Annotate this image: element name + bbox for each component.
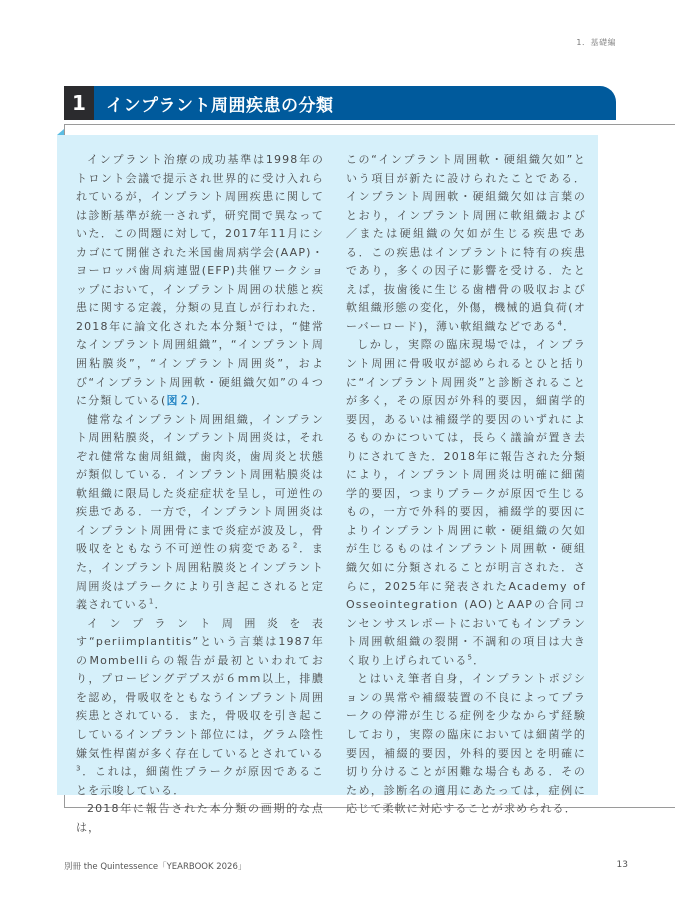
- paragraph-text: この“インプラント周囲軟・硬組織欠如”という項目が新たに設けられたことである．インプラント周囲軟・硬組織欠如は言葉のとおり，インプラント周囲に軟組織および／または硬組織の欠如が生じる疾患である．この疾患はインプラントに特有の疾患であり，多くの因子に影響を受ける．たとえば，抜歯後に生じる歯槽骨の吸収および軟組織形態の変化，外傷，機械的過負荷(オーバーロード)，薄い軟組織などである: [346, 153, 586, 333]
- reference-marker[interactable]: 2: [292, 541, 299, 550]
- paragraph-text: とはいえ筆者自身，インプラントポジションの異常や補綴装置の不良によってプラークの停滞が生じる症例を少なからず経験しており，実際の臨床においては細菌学的要因，補綴的要因，外科的要因とを明確に切り分けることが困難な場合もある．そのため，診断名の適用にあたっては，症例に応じて柔軟に対応することが求められる．: [346, 672, 586, 816]
- paragraph: [76, 800, 324, 837]
- left-column: [76, 151, 324, 837]
- paragraph: [346, 670, 586, 818]
- paragraph-text: ．: [473, 653, 486, 667]
- divider-top: [64, 124, 675, 125]
- paragraph-text: ．: [563, 319, 576, 333]
- paragraph: [346, 151, 586, 336]
- paragraph-text: )．: [190, 394, 209, 408]
- right-column: [346, 151, 586, 819]
- figure-reference-link[interactable]: 図２: [166, 394, 191, 408]
- paragraph: [346, 336, 586, 670]
- reference-marker[interactable]: 3: [76, 764, 82, 773]
- paragraph-text: インプラント治療の成功基準は1998年のトロント会議で提示され世界的に受け入れられているが，インプラント周囲疾患に関しては診断基準が統一されず，研究間で異なっていた．この問題に対して，2017年11月にシカゴにて開催された米国歯周病学会(AAP)・ヨーロッパ歯周病連盟(EFP)共催ワークショップにおいて，インプラント周囲の状態と疾患に関する定義，分類の見直しが行われた．2018年に論文化された本分類: [76, 153, 324, 333]
- reference-marker[interactable]: 1: [247, 319, 254, 328]
- footer-publication: 別冊 the Quintessence「YEARBOOK 2026」: [64, 862, 247, 872]
- paragraph-text: ．: [154, 598, 167, 612]
- section-number: 1: [64, 86, 94, 120]
- paragraph-text: では，“健常なインプラント周囲組織”，“インプラント周囲粘膜炎”，“インプラント周囲炎”，および“インプラント周囲軟・硬組織欠如”の４つに分類している(: [76, 319, 324, 408]
- paragraph-text: しかし，実際の臨床現場では，インプラント周囲に骨吸収が認められるとひと括りに“インプラント周囲炎”と診断されることが多く，その原因が外科的要因，細菌学的要因，あるいは補綴学的要因のいずれによるものかについては，長らく議論が置き去りにされてきた．2018年に報告された分類により，インプラント周囲炎は明確に細菌学的要因，つまりプラークが原因で生じるもの，一方で外科的要因，補綴学的要因によりインプラント周囲に軟・硬組織の欠如が生じるものはインプラント周囲軟・硬組織欠如に分類されることが明言された．さらに，2025年に発表されたAcademy of Osseointegration (AO)とAAPの合同コンセンサスレポートにおいてもインプラント周囲軟組織の裂開・不調和の項目は大きく取り上げられている: [346, 338, 586, 667]
- section-title: インプラント周囲疾患の分類: [106, 95, 334, 116]
- paragraph: [76, 151, 324, 411]
- paragraph-text: ．また，インプラント周囲粘膜炎とインプラント周囲炎はプラークにより引き起こされると定義されている: [76, 542, 324, 612]
- running-head: 1．基礎編: [576, 38, 616, 47]
- paragraph-text: 健常なインプラント周囲組織，インプラント周囲粘膜炎，インプラント周囲炎は，それぞれ健常な歯周組織，歯肉炎，歯周炎と状態が類似している．インプラント周囲粘膜炎は軟組織に限局した炎症症状を呈し，可逆性の疾患である．一方で，インプラント周囲炎はインプラント周囲骨にまで炎症が波及し，骨吸収をともなう不可逆性の病変である: [76, 412, 324, 556]
- paragraph: [76, 411, 324, 615]
- paragraph-text: ．これは，細菌性プラークが原因であることを示唆している．: [76, 765, 324, 797]
- paragraph-text: 2018年に報告された本分類の画期的な点は，: [76, 802, 324, 834]
- paragraph: [76, 615, 324, 800]
- reference-marker[interactable]: 5: [467, 653, 474, 662]
- page-number: 13: [616, 860, 628, 870]
- reference-marker[interactable]: 1: [148, 597, 155, 606]
- paragraph-text: インプラント周囲炎を表す“periimplantitis”という言葉は1987年のMombelliらの報告が最初といわれており，プロービングデプスが６mm以上，排膿を認め，骨吸収をともなうインプラント周囲疾患とされている．また，骨吸収を引き起こしているインプラント部位には，グラム陰性嫌気性桿菌が多く存在しているとされている: [76, 616, 324, 760]
- reference-marker[interactable]: 4: [557, 319, 564, 328]
- section-title-bar: [64, 86, 616, 120]
